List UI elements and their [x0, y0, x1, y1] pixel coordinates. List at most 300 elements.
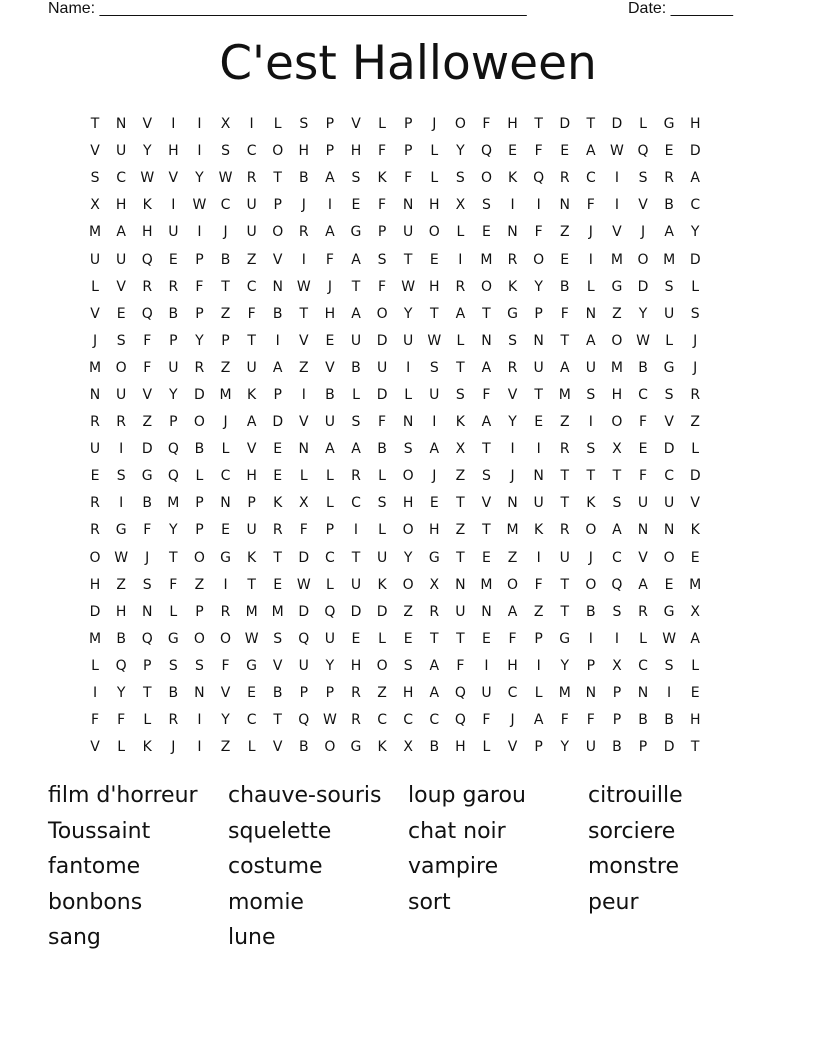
grid-row	[82, 138, 742, 165]
grid-letter: N	[194, 685, 205, 702]
grid-letter: Q	[141, 630, 153, 647]
grid-letter: K	[507, 170, 518, 187]
grid-letter: Y	[325, 657, 335, 674]
grid-letter: O	[637, 251, 649, 268]
grid-letter: K	[377, 739, 387, 756]
grid-letter: C	[507, 685, 518, 702]
grid-letter: F	[586, 197, 595, 214]
grid-letter: F	[325, 251, 334, 268]
grid-letter: T	[429, 305, 439, 322]
grid-letter: N	[585, 305, 597, 322]
grid-letter: L	[143, 712, 152, 729]
grid-letter: T	[273, 712, 282, 729]
grid-letter: E	[429, 251, 439, 268]
grid-letter: J	[432, 116, 437, 133]
grid-letter: Z	[299, 359, 309, 376]
grid-letter: V	[168, 170, 179, 187]
grid-letter: Y	[116, 685, 126, 702]
grid-letter: N	[585, 685, 597, 702]
grid-letter: X	[455, 197, 466, 214]
grid-letter: I	[406, 359, 411, 376]
grid-letter: T	[482, 522, 491, 539]
grid-letter: D	[637, 278, 649, 295]
grid-letter: U	[89, 251, 101, 268]
grid-letter: R	[90, 495, 100, 512]
grid-letter: R	[351, 685, 361, 702]
grid-letter: X	[90, 197, 100, 214]
word-bank-item: chat noir	[408, 818, 506, 844]
grid-letter: W	[662, 630, 677, 647]
grid-letter: O	[193, 630, 205, 647]
grid-letter: S	[351, 170, 361, 187]
grid-letter: U	[246, 522, 257, 539]
grid-letter: I	[588, 630, 593, 647]
grid-letter: L	[195, 468, 204, 485]
grid-letter: L	[482, 739, 491, 756]
word-bank-item: lune	[228, 925, 276, 950]
grid-row	[82, 490, 742, 517]
grid-letter: I	[536, 549, 541, 566]
grid-letter: H	[402, 685, 414, 702]
word-bank-item: sorciere	[588, 818, 676, 844]
grid-letter: Z	[507, 549, 518, 566]
grid-row	[82, 626, 742, 653]
grid-letter: N	[115, 116, 127, 133]
grid-letter: A	[481, 414, 492, 431]
grid-letter: S	[586, 386, 596, 403]
grid-letter: E	[273, 468, 283, 485]
word-bank-item: sang	[48, 925, 101, 950]
grid-letter: B	[142, 495, 153, 512]
grid-letter: S	[664, 386, 674, 403]
grid-letter: C	[220, 468, 231, 485]
grid-letter: Z	[194, 576, 205, 593]
grid-letter: T	[482, 441, 491, 458]
grid-letter: M	[558, 685, 571, 702]
grid-letter: Z	[142, 414, 153, 431]
grid-letter: V	[507, 739, 518, 756]
grid-letter: B	[168, 685, 179, 702]
grid-letter: B	[429, 739, 440, 756]
grid-letter: A	[429, 441, 440, 458]
grid-letter: X	[612, 657, 622, 674]
grid-letter: E	[273, 576, 283, 593]
word-bank-item: bonbons	[48, 889, 143, 915]
grid-letter: T	[560, 332, 570, 349]
grid-letter: X	[403, 739, 413, 756]
grid-letter: Z	[220, 739, 231, 756]
grid-row	[82, 165, 742, 192]
grid-letter: F	[404, 170, 413, 187]
grid-letter: A	[429, 657, 440, 674]
grid-letter: B	[664, 197, 674, 214]
grid-letter: D	[611, 116, 623, 133]
grid-letter: S	[482, 468, 491, 485]
grid-letter: T	[560, 468, 570, 485]
grid-letter: F	[299, 522, 308, 539]
grid-letter: T	[247, 576, 256, 593]
grid-letter: P	[195, 305, 204, 322]
grid-letter: E	[690, 549, 700, 566]
grid-letter: L	[534, 685, 543, 702]
grid-letter: C	[429, 712, 440, 729]
grid-row	[82, 111, 742, 138]
grid-letter: N	[481, 603, 492, 620]
grid-letter: O	[402, 468, 414, 485]
grid-letter: M	[167, 495, 180, 512]
grid-letter: F	[169, 576, 178, 593]
grid-letter: R	[559, 522, 570, 539]
grid-letter: P	[612, 685, 622, 702]
word-bank-item: chauve-souris	[228, 783, 382, 808]
grid-letter: Y	[638, 305, 648, 322]
grid-letter: H	[168, 143, 179, 160]
grid-letter: P	[195, 251, 204, 268]
grid-letter: P	[195, 603, 204, 620]
grid-letter: F	[195, 278, 204, 295]
grid-row	[82, 409, 742, 436]
grid-letter: E	[482, 549, 491, 566]
grid-letter: U	[403, 224, 414, 241]
grid-letter: O	[663, 549, 675, 566]
grid-row	[82, 219, 742, 246]
grid-letter: T	[560, 495, 570, 512]
grid-letter: B	[664, 712, 674, 729]
grid-letter: S	[168, 657, 178, 674]
grid-letter: E	[273, 441, 283, 458]
grid-letter: N	[507, 224, 518, 241]
grid-letter: M	[610, 359, 623, 376]
grid-letter: S	[455, 386, 465, 403]
grid-letter: A	[351, 251, 361, 268]
grid-letter: I	[536, 197, 541, 214]
grid-letter: Y	[403, 305, 413, 322]
grid-letter: P	[325, 685, 335, 702]
grid-letter: G	[428, 549, 440, 566]
grid-letter: L	[299, 468, 308, 485]
grid-letter: J	[432, 468, 437, 485]
word-bank-item: sort	[408, 889, 451, 915]
grid-letter: H	[141, 224, 153, 241]
grid-letter: W	[114, 549, 129, 566]
grid-letter: R	[351, 468, 361, 485]
grid-letter: F	[143, 332, 152, 349]
grid-letter: X	[220, 116, 231, 133]
grid-letter: O	[428, 224, 440, 241]
grid-letter: O	[507, 576, 519, 593]
grid-letter: M	[245, 603, 258, 620]
grid-letter: T	[142, 685, 152, 702]
grid-row	[82, 328, 742, 355]
grid-letter: I	[197, 143, 202, 160]
grid-row	[82, 572, 742, 599]
grid-letter: W	[636, 332, 650, 349]
grid-letter: T	[299, 305, 309, 322]
grid-letter: F	[143, 522, 152, 539]
grid-letter: E	[116, 305, 126, 322]
grid-letter: L	[378, 468, 386, 485]
grid-letter: V	[325, 359, 335, 376]
grid-letter: D	[272, 414, 284, 431]
grid-letter: A	[690, 170, 700, 187]
grid-row	[82, 192, 742, 219]
grid-letter: N	[663, 522, 675, 539]
grid-letter: T	[456, 549, 465, 566]
grid-letter: Q	[324, 603, 336, 620]
grid-letter: A	[325, 224, 335, 241]
grid-letter: B	[194, 441, 205, 458]
grid-letter: G	[559, 630, 571, 647]
grid-letter: T	[560, 576, 570, 593]
grid-letter: P	[325, 143, 335, 160]
grid-letter: J	[92, 332, 98, 349]
grid-letter: I	[432, 414, 437, 431]
grid-letter: I	[223, 576, 228, 593]
grid-letter: I	[588, 251, 593, 268]
grid-letter: L	[169, 603, 178, 620]
grid-letter: F	[560, 305, 569, 322]
grid-letter: T	[560, 603, 570, 620]
grid-letter: T	[169, 549, 178, 566]
grid-letter: E	[482, 224, 491, 241]
grid-letter: F	[91, 712, 100, 729]
grid-letter: J	[510, 468, 515, 485]
grid-letter: R	[559, 170, 570, 187]
grid-letter: P	[534, 630, 543, 647]
grid-letter: T	[586, 468, 596, 485]
grid-letter: A	[429, 685, 440, 702]
grid-letter: V	[272, 739, 283, 756]
grid-letter: S	[221, 143, 230, 160]
grid-letter: B	[612, 739, 622, 756]
grid-letter: U	[350, 576, 362, 593]
grid-letter: H	[455, 739, 466, 756]
grid-letter: V	[507, 386, 518, 403]
word-bank-item: fantome	[48, 854, 141, 879]
grid-letter: W	[192, 197, 207, 214]
grid-letter: H	[429, 278, 440, 295]
grid-letter: L	[456, 332, 465, 349]
grid-letter: S	[690, 305, 700, 322]
grid-letter: T	[482, 305, 491, 322]
grid-letter: U	[168, 224, 179, 241]
grid-row	[82, 734, 742, 761]
grid-letter: F	[482, 116, 491, 133]
grid-letter: K	[247, 386, 257, 403]
grid-letter: H	[507, 116, 518, 133]
grid-letter: B	[351, 359, 361, 376]
grid-letter: F	[247, 305, 256, 322]
grid-letter: I	[119, 441, 124, 458]
grid-row	[82, 382, 742, 409]
grid-letter: I	[92, 685, 98, 702]
grid-letter: N	[533, 332, 544, 349]
grid-letter: O	[193, 549, 205, 566]
grid-letter: M	[89, 224, 102, 241]
grid-row	[82, 680, 742, 707]
grid-letter: L	[378, 522, 386, 539]
grid-letter: L	[691, 657, 700, 674]
grid-letter: U	[663, 495, 675, 512]
grid-letter: G	[663, 359, 675, 376]
grid-letter: U	[533, 359, 544, 376]
word-bank-item: costume	[228, 854, 323, 879]
grid-letter: I	[614, 630, 619, 647]
grid-letter: Y	[169, 386, 178, 403]
grid-letter: V	[90, 305, 100, 322]
grid-letter: C	[246, 278, 257, 295]
grid-letter: E	[534, 414, 544, 431]
grid-letter: E	[664, 143, 674, 160]
grid-letter: T	[403, 251, 413, 268]
grid-letter: H	[689, 116, 701, 133]
grid-letter: L	[247, 739, 256, 756]
grid-letter: U	[298, 657, 309, 674]
grid-letter: Q	[454, 712, 466, 729]
grid-letter: O	[376, 305, 388, 322]
grid-letter: H	[429, 197, 440, 214]
grid-letter: J	[588, 549, 593, 566]
word-bank-item: film d'horreur	[48, 783, 198, 808]
grid-letter: R	[116, 414, 126, 431]
grid-letter: K	[455, 414, 465, 431]
grid-letter: I	[171, 197, 176, 214]
grid-letter: I	[510, 197, 515, 214]
grid-letter: T	[456, 495, 465, 512]
grid-letter: C	[403, 712, 414, 729]
grid-letter: F	[482, 386, 491, 403]
grid-letter: O	[220, 630, 232, 647]
grid-letter: T	[612, 468, 622, 485]
grid-letter: R	[559, 441, 570, 458]
grid-letter: R	[246, 170, 257, 187]
grid-letter: A	[481, 359, 492, 376]
grid-letter: Q	[611, 576, 623, 593]
grid-letter: I	[510, 441, 515, 458]
grid-letter: J	[693, 359, 698, 376]
grid-letter: P	[143, 657, 152, 674]
grid-letter: T	[534, 386, 543, 403]
grid-row	[82, 246, 742, 273]
grid-letter: I	[171, 116, 176, 133]
grid-letter: Q	[480, 143, 492, 160]
grid-letter: L	[665, 332, 674, 349]
grid-letter: B	[220, 251, 231, 268]
grid-letter: Y	[221, 712, 230, 729]
grid-letter: H	[115, 197, 127, 214]
grid-letter: I	[197, 712, 202, 729]
grid-letter: J	[693, 332, 698, 349]
grid-letter: I	[301, 251, 306, 268]
grid-letter: R	[90, 522, 100, 539]
grid-letter: Z	[220, 359, 231, 376]
grid-letter: E	[664, 576, 674, 593]
grid-letter: L	[352, 386, 360, 403]
grid-letter: E	[351, 630, 361, 647]
grid-letter: P	[195, 495, 204, 512]
grid-letter: X	[612, 441, 622, 458]
grid-letter: B	[298, 170, 309, 187]
grid-letter: B	[638, 359, 648, 376]
grid-letter: N	[559, 197, 570, 214]
grid-letter: E	[508, 143, 517, 160]
grid-letter: C	[220, 197, 231, 214]
grid-letter: I	[614, 197, 619, 214]
grid-letter: L	[91, 278, 99, 295]
grid-letter: R	[507, 359, 518, 376]
grid-letter: I	[197, 739, 202, 756]
grid-letter: N	[637, 522, 649, 539]
grid-letter: R	[168, 278, 179, 295]
grid-letter: Y	[690, 224, 700, 241]
grid-letter: V	[351, 116, 361, 133]
grid-letter: U	[585, 739, 596, 756]
grid-letter: U	[455, 603, 466, 620]
grid-letter: U	[116, 386, 127, 403]
grid-letter: L	[325, 576, 334, 593]
grid-letter: L	[691, 441, 700, 458]
grid-letter: B	[325, 386, 335, 403]
grid-letter: Q	[637, 143, 649, 160]
grid-letter: V	[612, 224, 622, 241]
grid-letter: K	[247, 549, 257, 566]
grid-letter: A	[455, 305, 466, 322]
grid-letter: P	[273, 386, 282, 403]
grid-letter: M	[271, 603, 284, 620]
grid-letter: N	[533, 468, 544, 485]
grid-letter: J	[171, 739, 176, 756]
grid-letter: P	[612, 712, 622, 729]
grid-letter: O	[272, 224, 284, 241]
grid-letter: N	[298, 441, 310, 458]
grid-letter: Z	[612, 305, 622, 322]
grid-letter: X	[299, 495, 309, 512]
grid-letter: T	[351, 278, 361, 295]
grid-letter: Z	[377, 685, 387, 702]
grid-letter: G	[663, 603, 675, 620]
word-bank-item: vampire	[408, 854, 499, 879]
grid-letter: O	[89, 549, 101, 566]
grid-letter: Y	[169, 522, 178, 539]
grid-letter: C	[638, 657, 648, 674]
grid-letter: W	[610, 143, 624, 160]
grid-letter: O	[272, 143, 284, 160]
grid-letter: U	[89, 441, 101, 458]
grid-row	[82, 301, 742, 328]
grid-letter: Z	[455, 468, 466, 485]
word-bank-item: peur	[588, 889, 639, 915]
grid-letter: B	[116, 630, 126, 647]
grid-letter: H	[611, 386, 623, 403]
grid-letter: A	[325, 170, 335, 187]
grid-letter: T	[351, 549, 361, 566]
grid-row	[82, 436, 742, 463]
grid-letter: V	[142, 386, 153, 403]
grid-letter: H	[324, 305, 336, 322]
grid-letter: J	[588, 224, 593, 241]
grid-letter: Y	[195, 332, 204, 349]
grid-letter: H	[507, 657, 518, 674]
grid-letter: S	[273, 630, 283, 647]
grid-letter: T	[456, 630, 465, 647]
grid-letter: J	[640, 224, 646, 241]
grid-letter: D	[689, 143, 701, 160]
grid-letter: D	[376, 332, 388, 349]
grid-letter: G	[350, 739, 362, 756]
grid-letter: L	[691, 278, 700, 295]
grid-letter: G	[141, 468, 153, 485]
grid-letter: S	[612, 495, 622, 512]
